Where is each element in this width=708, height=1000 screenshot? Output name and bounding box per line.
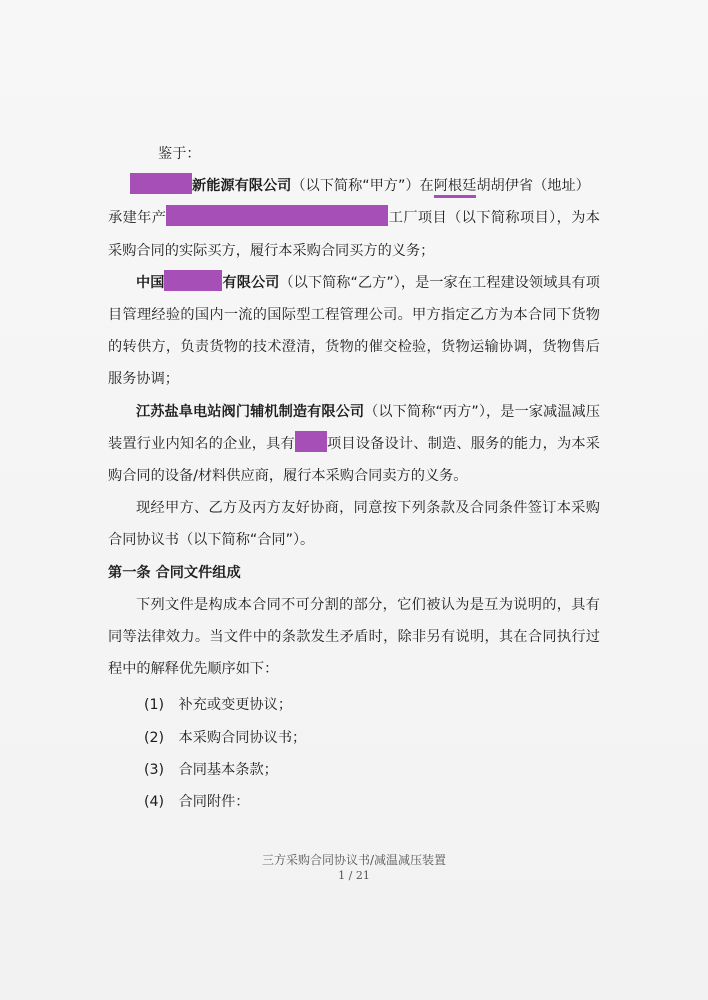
agreement-paragraph	[108, 492, 600, 556]
list-item-text: 补充或变更协议；	[178, 697, 293, 714]
list-item	[108, 754, 600, 786]
list-item	[108, 786, 600, 818]
redaction-block	[164, 270, 222, 291]
party-a-name: 新能源有限公司	[192, 178, 292, 195]
list-item-number: (1)	[144, 697, 165, 714]
party-b-prefix: 中国	[136, 274, 165, 291]
party-b-suffix: 有限公司	[222, 274, 280, 291]
agreement-text: 现经甲方、乙方及丙方友好协商，同意按下列条款及合同条件签订本采购合同协议书（以下简称“合同”）。	[108, 500, 600, 549]
list-item-number: (4)	[144, 794, 165, 811]
list-item	[108, 689, 600, 721]
party-b-paragraph	[108, 267, 600, 396]
intro-line	[108, 138, 600, 170]
list-item-text: 合同基本条款；	[178, 761, 278, 778]
list-item	[108, 722, 600, 754]
footer-title: 三方采购合同协议书/减温减压装置	[261, 853, 447, 867]
document-body	[108, 138, 600, 818]
article1-body-text: 下列文件是构成本合同不可分割的部分，它们被认为是互为说明的，具有同等法律效力。当文件中的条款发生矛盾时，除非另有说明，其在合同执行过程中的解释优先顺序如下：	[108, 596, 600, 678]
article1-body	[108, 589, 600, 686]
party-a-alias: （以下简称“甲方”）	[291, 178, 420, 195]
redaction-block	[166, 205, 388, 226]
party-a-location-pre: 在	[419, 178, 434, 195]
redaction-block	[295, 431, 327, 452]
intro-text: 鉴于：	[158, 146, 201, 162]
party-c-paragraph	[108, 396, 600, 493]
party-a-location-rest: 胡胡伊省（地址）	[476, 178, 590, 195]
party-b-text: （以下简称“乙方”），是一家在工程建设领域具有项目管理经验的国内一流的国际型工程管理公司。甲方指定乙方为本合同下货物的转供方，负责货物的技术澄清，货物的催交检验，货物运输协调，货物售后服务协调；	[108, 274, 600, 388]
list-item-number: (3)	[144, 761, 165, 778]
party-a-paragraph	[108, 170, 600, 267]
party-a-line2-post: 工厂项目（以下简称项目），为本采购合同的实际买方，履行本采购合同买方的义务；	[108, 210, 600, 259]
list-item-text: 本采购合同协议书；	[178, 729, 307, 746]
redaction-block	[130, 173, 192, 194]
party-a-line2-pre: 承建年产	[108, 210, 167, 227]
list-item-text: 合同附件：	[178, 794, 250, 811]
party-c-text2: 项目设备设计、制造、服务的能力，为本采购合同的设备/材料供应商，履行本采购合同卖方的义务。	[108, 435, 600, 485]
list-item-number: (2)	[144, 729, 165, 746]
footer-page-number: 1 / 21	[338, 869, 370, 882]
party-c-name: 江苏盐阜电站阀门辅机制造有限公司	[136, 403, 365, 420]
party-a-location-underlined: 阿根廷	[434, 178, 477, 198]
party-c-text1: （以下简称“丙方”），是一家减温减压装置行业内知名的企业，具有	[108, 403, 600, 452]
article1-heading: 第一条 合同文件组成	[108, 564, 241, 581]
